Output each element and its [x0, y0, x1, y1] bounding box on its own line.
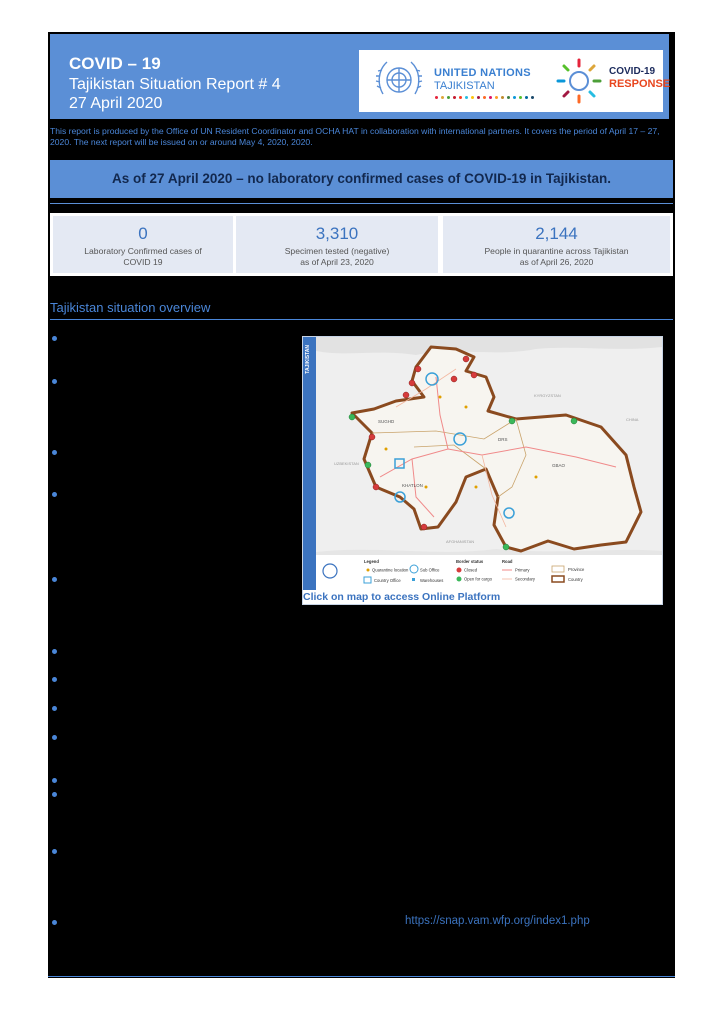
stat-label-line1: Laboratory Confirmed cases of — [84, 246, 202, 256]
covid-response-icon — [555, 57, 603, 105]
legend-title: Legend — [364, 559, 379, 564]
sdg-color-dots — [435, 96, 534, 99]
road-item: Secondary — [515, 576, 536, 582]
map-label-khatlon: KHATLON — [402, 483, 423, 488]
legend-item: Quarantine location — [372, 567, 409, 573]
stat-value: 3,310 — [315, 224, 359, 243]
road-title: Road — [502, 559, 513, 564]
bullet-icon — [52, 492, 57, 497]
un-wordmark — [434, 67, 531, 93]
report-subtitle: Tajikistan Situation Report # 4 — [69, 76, 281, 93]
partner-logos — [359, 50, 671, 112]
un-emblem-icon — [373, 56, 425, 106]
report-title: COVID – 19 — [69, 54, 161, 73]
stat-label — [53, 246, 233, 268]
bullet-icon — [52, 706, 57, 711]
section-divider — [50, 319, 673, 320]
map-side-bar — [303, 337, 316, 590]
map-link-caption[interactable]: Click on map to access Online Platform — [303, 591, 501, 603]
map-label-uzbekistan: UZBEKISTAN — [334, 461, 359, 466]
headline-banner: As of 27 April 2020 – no laboratory confirmed cases of COVID-19 in Tajikistan. — [50, 160, 673, 198]
map-label-drs: DRS — [498, 437, 508, 442]
section-title: Tajikistan situation overview — [50, 300, 211, 315]
admin-item: Country — [568, 577, 583, 582]
legend-item: Country Office — [374, 578, 401, 583]
road-item: Primary — [515, 567, 530, 573]
stat-label — [443, 246, 670, 268]
bullet-icon — [52, 735, 57, 740]
stat-value: 0 — [138, 224, 148, 243]
map-label-sughd: SUGHD — [378, 419, 395, 424]
bullet-icon — [52, 649, 57, 654]
map-label-afghanistan: AFGHANISTAN — [446, 539, 475, 544]
report-subtitle-block — [69, 75, 281, 113]
stat-people-quarantine — [443, 216, 670, 273]
report-header — [50, 34, 669, 119]
bullet-icon — [52, 920, 57, 925]
stat-specimens-tested — [236, 216, 438, 273]
legend-item: Warehouses — [420, 578, 444, 583]
bullet-icon — [52, 677, 57, 682]
covid-line1: COVID-19 — [609, 66, 656, 77]
report-page — [48, 32, 675, 978]
stat-value: 2,144 — [535, 224, 578, 243]
report-date: 27 April 2020 — [69, 95, 163, 112]
un-line2: TAJIKISTAN — [434, 80, 495, 92]
bullet-icon — [52, 379, 57, 384]
key-figures — [50, 213, 673, 276]
stat-label-line1: Specimen tested (negative) — [284, 246, 390, 256]
stat-label-line1: People in quarantine across Tajikistan — [484, 246, 629, 256]
map-label-kyrgyzstan: KYRGYZSTAN — [534, 393, 561, 398]
map-label-china: CHINA — [626, 417, 639, 422]
bullet-icon — [52, 450, 57, 455]
bullet-icon — [52, 792, 57, 797]
admin-item: Province — [568, 567, 585, 572]
map-label-gbao: GBAO — [552, 463, 566, 468]
map-side-label: TAJIKISTAN — [305, 345, 311, 374]
covid-response-wordmark — [609, 66, 670, 90]
border-title: Border status — [456, 559, 484, 564]
bullet-icon — [52, 778, 57, 783]
situation-map[interactable] — [302, 336, 663, 605]
legend-item: Sub Office — [420, 567, 440, 573]
wfp-platform-link[interactable]: https://snap.vam.wfp.org/index1.php — [405, 915, 590, 927]
un-line1: UNITED NATIONS — [434, 67, 531, 79]
banner-divider — [50, 203, 673, 204]
border-item: Closed — [464, 567, 478, 573]
covid-line2: RESPONSE — [609, 78, 671, 90]
border-item: Open for cargo — [464, 576, 492, 582]
stat-confirmed-cases — [53, 216, 233, 273]
intro-text: This report is produced by the Office of UN Resident Coordinator and OCHA HAT in collaboration with international partners. It covers the period of April 17 – 27, 2020. The next report will be issued on or around May 4, 2020, 2020. — [50, 126, 660, 147]
bullet-icon — [52, 577, 57, 582]
bullet-icon — [52, 336, 57, 341]
page-bottom-rule — [48, 976, 675, 977]
map-graphic — [316, 337, 662, 590]
bullet-icon — [52, 849, 57, 854]
stat-label — [236, 246, 438, 268]
stat-label-line2: as of April 26, 2020 — [519, 257, 594, 267]
stat-label-line2: as of April 23, 2020 — [300, 257, 374, 267]
stat-label-line2: COVID 19 — [123, 257, 163, 267]
